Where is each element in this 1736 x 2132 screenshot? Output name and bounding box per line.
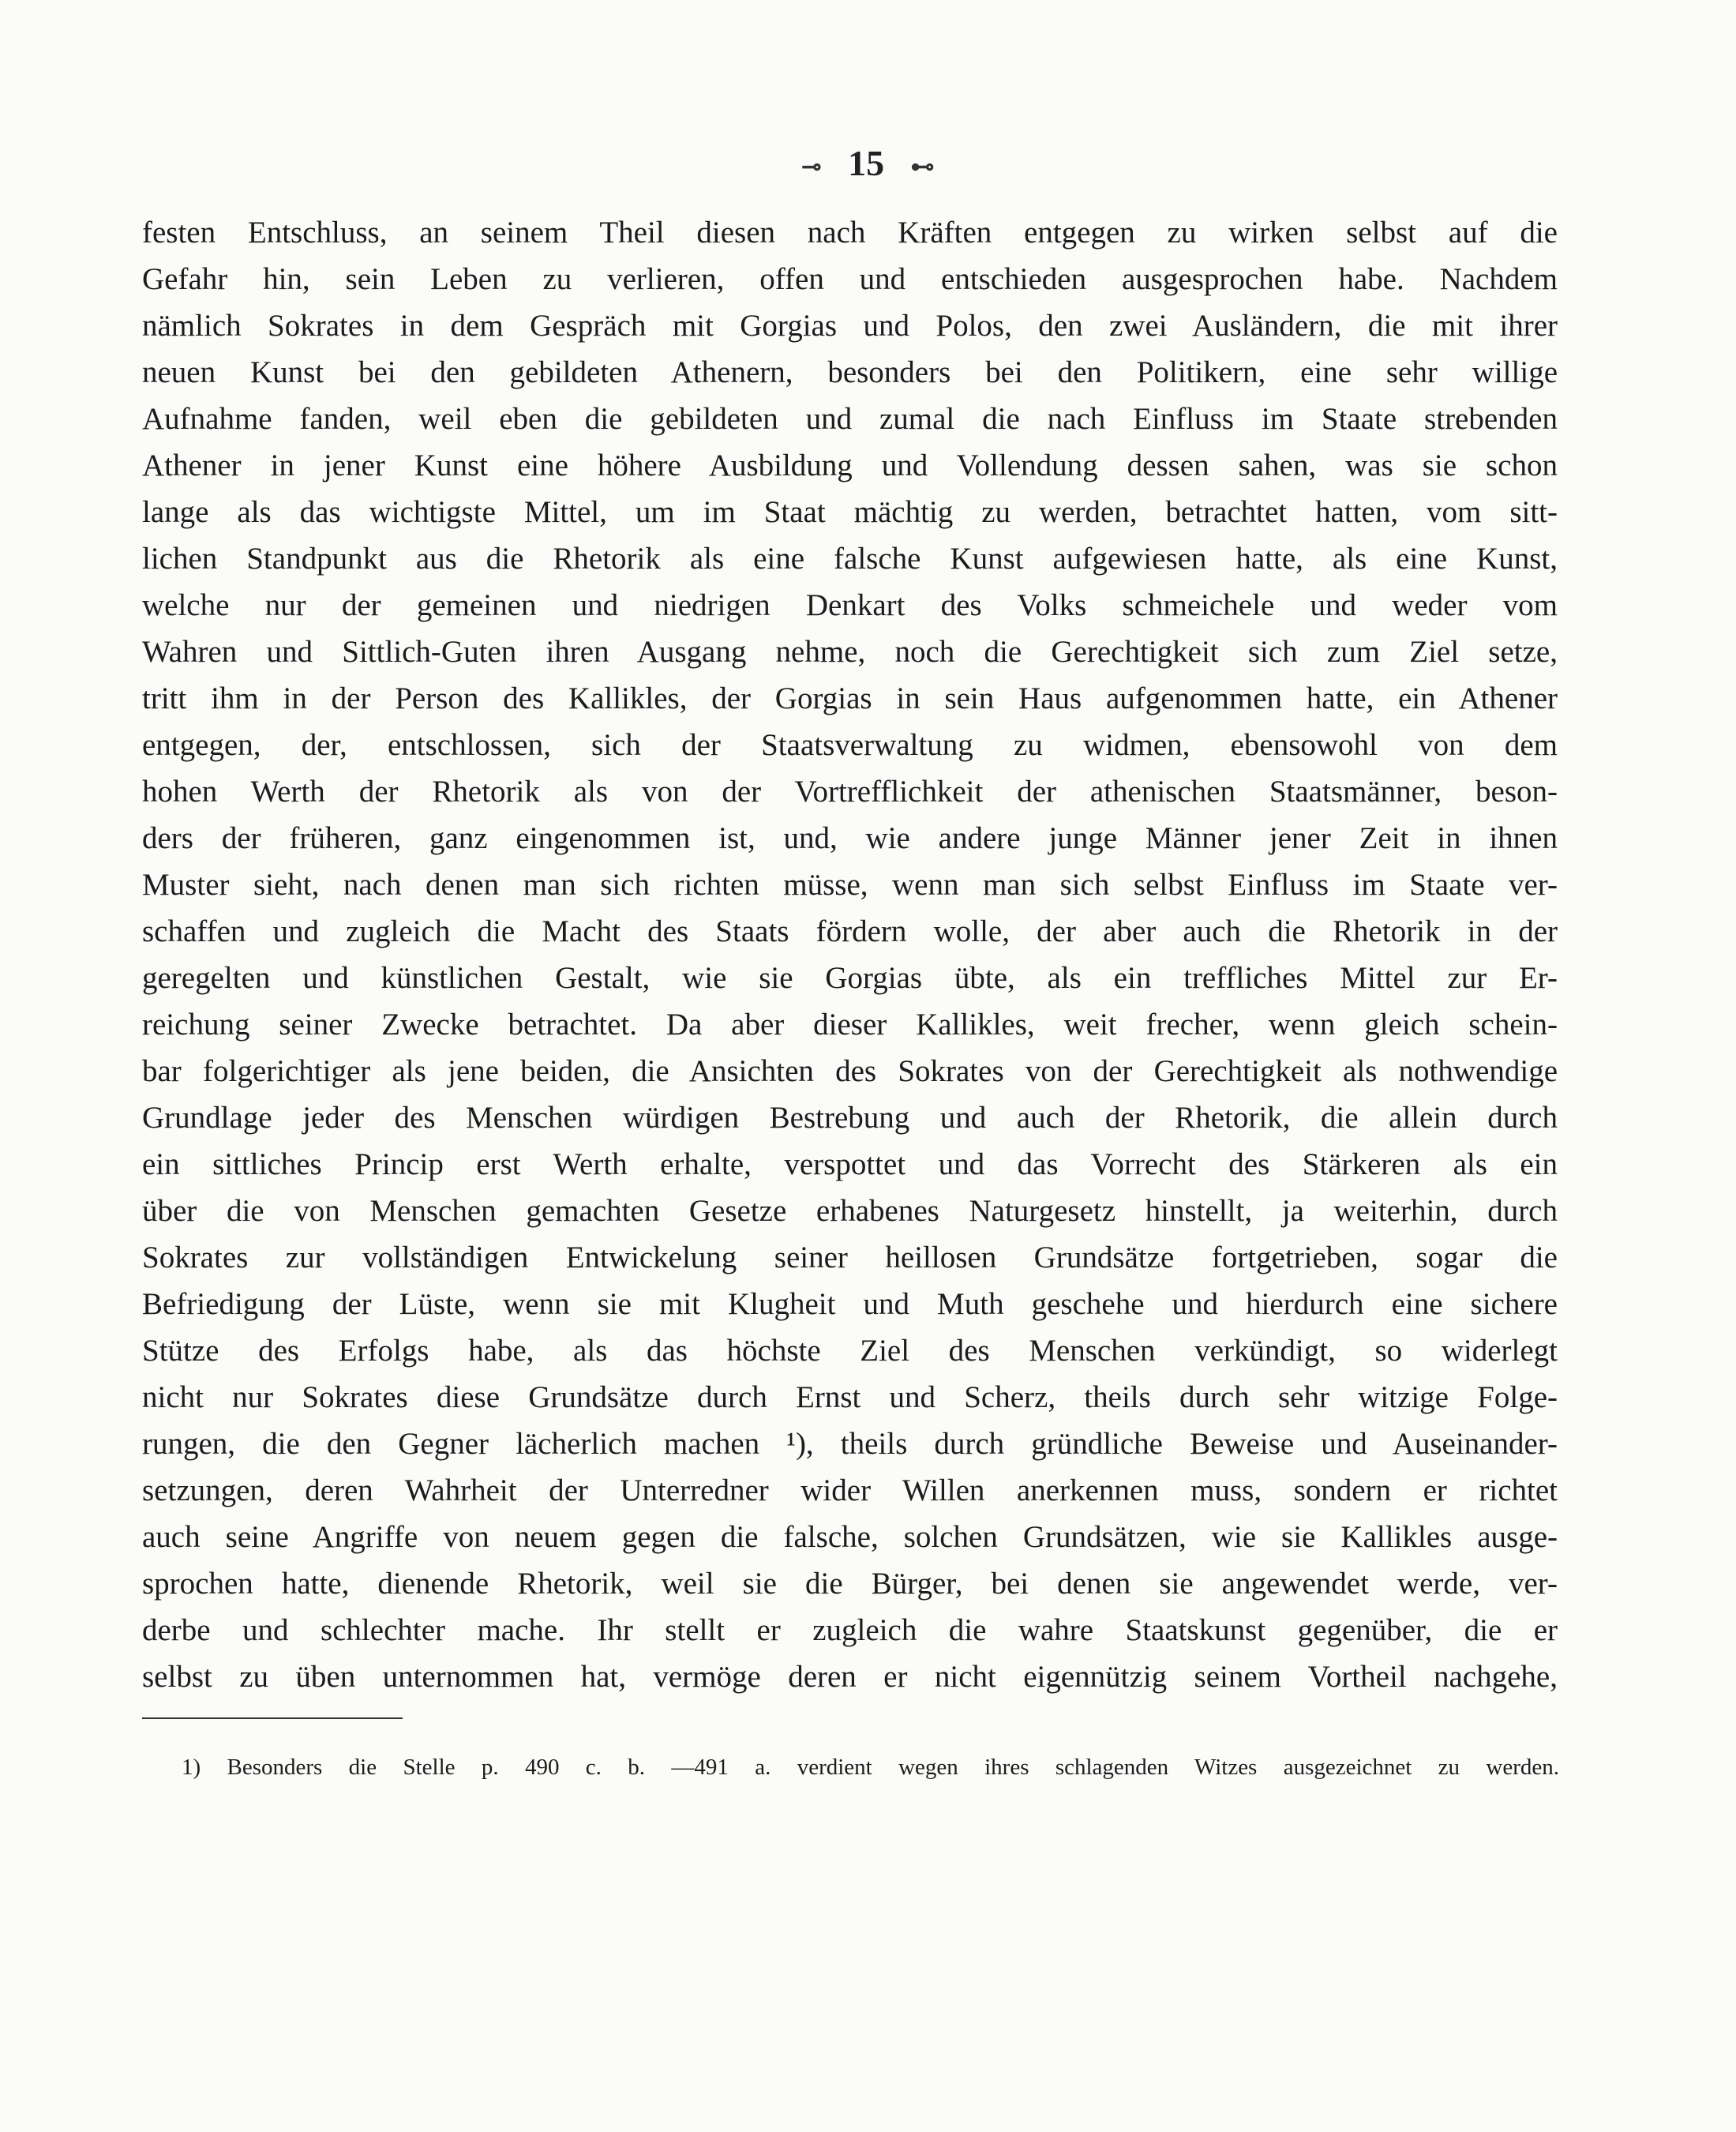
- text-line: Athener in jener Kunst eine höhere Ausbildung und Vollendung dessen sahen, was sie schon: [142, 449, 1558, 482]
- text-line: über die von Menschen gemachten Gesetze erhabenes Naturgesetz hinstellt, ja weiterhin, durch: [142, 1194, 1558, 1228]
- text-line: Befriedigung der Lüste, wenn sie mit Klugheit und Muth geschehe und hierdurch eine sichere: [142, 1287, 1558, 1321]
- text-line: Sokrates zur vollständigen Entwickelung seiner heillosen Grundsätze fortgetrieben, sogar die: [142, 1241, 1558, 1274]
- ornament-right-icon: ⊷: [910, 153, 935, 180]
- page-number: 15: [848, 143, 885, 183]
- text-line: selbst zu üben unternommen hat, vermöge deren er nicht eigennützig seinem Vortheil nachgehe,: [142, 1660, 1558, 1694]
- text-line: hohen Werth der Rhetorik als von der Vortrefflichkeit der athenischen Staatsmänner, beson-: [142, 775, 1558, 809]
- text-line: ein sittliches Princip erst Werth erhalte, verspottet und das Vorrecht des Stärkeren als ein: [142, 1147, 1558, 1181]
- text-line: Muster sieht, nach denen man sich richten müsse, wenn man sich selbst Einfluss im Staate ver-: [142, 868, 1558, 902]
- text-line: festen Entschluss, an seinem Theil diesen nach Kräften entgegen zu wirken selbst auf die: [142, 216, 1558, 250]
- text-line: nämlich Sokrates in dem Gespräch mit Gorgias und Polos, den zwei Ausländern, die mit ihrer: [142, 309, 1558, 343]
- text-line: Wahren und Sittlich-Guten ihren Ausgang nehme, noch die Gerechtigkeit sich zum Ziel setze,: [142, 635, 1558, 669]
- text-line: sprochen hatte, dienende Rhetorik, weil sie die Bürger, bei denen sie angewendet werde, ver-: [142, 1567, 1558, 1601]
- text-line: ders der früheren, ganz eingenommen ist, und, wie andere junge Männer jener Zeit in ihnen: [142, 821, 1558, 855]
- ornament-left-icon: ⊸: [801, 153, 822, 180]
- footnote: 1) Besonders die Stelle p. 490 c. b. —491 a. verdient wegen ihres schlagenden Witzes ausgezeichnet zu werden.: [182, 1755, 1559, 1780]
- text-line: entgegen, der, entschlossen, sich der Staatsverwaltung zu widmen, ebensowohl von dem: [142, 728, 1558, 762]
- text-line: neuen Kunst bei den gebildeten Athenern, besonders bei den Politikern, eine sehr willige: [142, 355, 1558, 389]
- text-line: Stütze des Erfolgs habe, als das höchste Ziel des Menschen verkündigt, so widerlegt: [142, 1334, 1558, 1368]
- page-header: [0, 142, 1736, 184]
- text-line: lichen Standpunkt aus die Rhetorik als eine falsche Kunst aufgewiesen hatte, als eine Kunst,: [142, 542, 1558, 576]
- text-line: nicht nur Sokrates diese Grundsätze durch Ernst und Scherz, theils durch sehr witzige Folge-: [142, 1380, 1558, 1414]
- text-line: Aufnahme fanden, weil eben die gebildeten und zumal die nach Einfluss im Staate strebenden: [142, 402, 1558, 436]
- text-line: rungen, die den Gegner lächerlich machen ¹), theils durch gründliche Beweise und Auseinander-: [142, 1427, 1558, 1461]
- text-line: Gefahr hin, sein Leben zu verlieren, offen und entschieden ausgesprochen habe. Nachdem: [142, 262, 1558, 296]
- text-line: lange als das wichtigste Mittel, um im Staat mächtig zu werden, betrachtet hatten, vom sitt-: [142, 495, 1558, 529]
- text-line: reichung seiner Zwecke betrachtet. Da aber dieser Kallikles, weit frecher, wenn gleich schein-: [142, 1008, 1558, 1042]
- text-line: bar folgerichtiger als jene beiden, die Ansichten des Sokrates von der Gerechtigkeit als nothwendige: [142, 1054, 1558, 1088]
- text-line: welche nur der gemeinen und niedrigen Denkart des Volks schmeichele und weder vom: [142, 588, 1558, 622]
- text-line: tritt ihm in der Person des Kallikles, der Gorgias in sein Haus aufgenommen hatte, ein Athener: [142, 681, 1558, 715]
- main-text-block: [142, 209, 1558, 1700]
- text-line: geregelten und künstlichen Gestalt, wie sie Gorgias übte, als ein treffliches Mittel zur Er-: [142, 961, 1558, 995]
- text-line: setzungen, deren Wahrheit der Unterredner wider Willen anerkennen muss, sondern er richtet: [142, 1473, 1558, 1507]
- text-line: schaffen und zugleich die Macht des Staats fördern wolle, der aber auch die Rhetorik in der: [142, 914, 1558, 948]
- text-line: derbe und schlechter mache. Ihr stellt er zugleich die wahre Staatskunst gegenüber, die er: [142, 1613, 1558, 1647]
- footnote-divider: [142, 1717, 403, 1719]
- text-line: Grundlage jeder des Menschen würdigen Bestrebung und auch der Rhetorik, die allein durch: [142, 1101, 1558, 1135]
- text-line: auch seine Angriffe von neuem gegen die falsche, solchen Grundsätzen, wie sie Kallikles ausge-: [142, 1520, 1558, 1554]
